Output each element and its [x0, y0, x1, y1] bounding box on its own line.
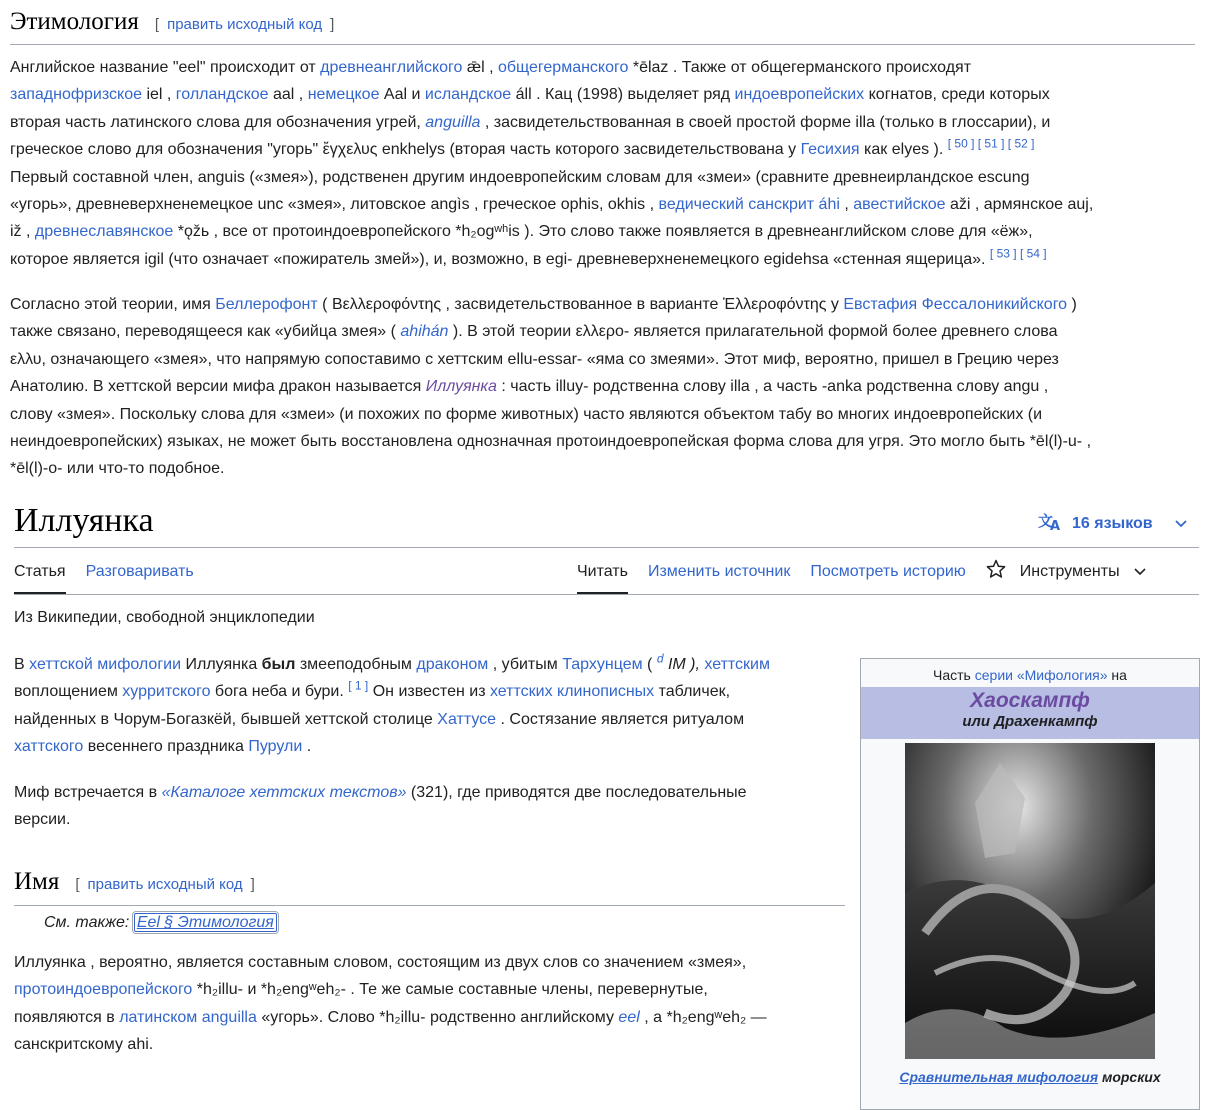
lead-paragraph: В хеттской мифологии Иллуянка был змееподобным драконом , убитым Тархунцем ( $^d$ IM ), хеттским воплощением хурритского бога неба и бури. [ 1 ] Он известен из хеттских клинописных табличек, найденных в Чорум-Богазкёй, бывшей хеттской столице Хаттусе . Состязание является ритуалом хаттского весеннего праздника Пурули .: [14, 651, 770, 756]
etymology-edit-link[interactable]: править исходный код: [167, 16, 323, 33]
tools-menu[interactable]: [1020, 558, 1146, 592]
link-hittite[interactable]: хеттским: [704, 656, 770, 673]
infobox-header: [861, 687, 1199, 739]
link-hesychius[interactable]: Гесихия: [800, 141, 860, 159]
bracket-open: [: [75, 876, 80, 893]
site-subtitle: Из Википедии, свободной энциклопедии: [14, 609, 315, 626]
link-hattic[interactable]: хаттского: [14, 738, 84, 756]
link-dutch[interactable]: голландское: [175, 86, 269, 104]
title-rule: [14, 547, 1199, 548]
infobox-subtitle: или Драхенкампф: [962, 713, 1098, 730]
name-paragraph: Иллуянка , вероятно, является составным словом, состоящим из двух слов со значением «змея», протоиндоевропейского *h₂illu- и *h₂engʷeh₂- . Те же самые составные члены, перевернутые, появляются в латинском anguilla «угорь». Слово *h₂illu- родственно английскому eel , а *h₂engʷeh₂ — санскритскому ahi.: [14, 949, 767, 1059]
name-edit-section: [75, 876, 254, 893]
ref-1[interactable]: [ 1 ]: [348, 679, 369, 694]
second-paragraph: Миф встречается в «Каталоге хеттских текстов» (321), где приводятся две последовательные версии.: [14, 779, 747, 834]
link-hurrian[interactable]: хурритского: [122, 683, 211, 701]
link-mythology-series[interactable]: серии «Мифология»: [974, 667, 1108, 683]
etymology-paragraph-1: Английское название "eel" происходит от древнеанглийского ǣl , общегерманского *ēlaz . Также от общегерманского происходят западнофризское iel , голландское aal , немецкое Aal и исландское áll . Кац (1998) выделяет ряд индоевропейских когнатов, среди которых вторая часть латинского слова для обозначения угрей, anguilla , засвидетельствованная в своей простой форме illa (только в глоссарии), и греческое слово для обозначения "угорь" ἔγχελυς enkhelys (вторая часть которого засвидетельствована у Гесихия как elyes ). [ 50 ] [ 51 ] [ 52 ] Первый составной член, anguis («змея»), родственен другим индоевропейским словам для «змеи» (сравните древнеирландское escung «угорь», древневерхненемецкое unc «змея», литовское angìs , греческое ophis, okhis , ведический санскрит áhi , авестийское aži , армянское auj, iž , древнеславянское *ǫžь , все от протоиндоевропейского *h₂ogʷʰis ). Это слово также появляется в древнеанглийском слове для «ёж», которое является igil (что означает «пожиратель змей»), и, возможно, в egi- древневерхненемецкого egidehsa «стенная ящерица». [ 53 ] [ 54 ]: [10, 59, 1094, 268]
link-anguilla[interactable]: anguilla: [425, 113, 481, 131]
svg-text:A: A: [1050, 519, 1061, 532]
tools-label: Инструменты: [1019, 563, 1120, 580]
link-comparative-mythology[interactable]: Сравнительная мифология: [899, 1069, 1099, 1085]
tab-article[interactable]: Статья: [14, 558, 66, 594]
see-also-label: См. также:: [44, 914, 130, 931]
name-heading-row: [14, 868, 255, 896]
tab-edit-source[interactable]: Изменить источник: [647, 563, 791, 580]
link-old-slavonic[interactable]: древнеславянское: [34, 223, 174, 241]
link-proto-indo-european[interactable]: протоиндоевропейского: [14, 981, 193, 999]
link-tarhunz[interactable]: Тархунцем: [562, 656, 643, 673]
link-catalogue-hittite-texts[interactable]: «Каталоге хеттских текстов»: [161, 784, 407, 801]
link-german[interactable]: немецкое: [307, 86, 380, 104]
etymology-p2-line-3: ελλυ, означающего «змея», что напрямую сопоставимо с хеттским ellu-essar- «яма со змеями». Этот миф, вероятно, пришел в Грецию через: [10, 350, 1059, 368]
second-paragraph-line-2: версии.: [14, 811, 71, 829]
determinative-d: d: [656, 651, 664, 666]
name-line-4: санскритскому ahi.: [14, 1036, 154, 1054]
infobox-title[interactable]: Хаоскампф: [970, 689, 1090, 712]
link-vedic-sanskrit[interactable]: ведический санскрит áhi: [658, 195, 840, 213]
infobox-caption: Сравнительная мифология морских: [899, 1069, 1161, 1085]
link-indo-european[interactable]: индоевропейских: [734, 86, 865, 104]
etymology-p2-line-6: неиндоевропейских) языках, не может быть восстановлена однозначная протоиндоевропейская форма слова для угря. Это могло быть *ēl(l)-u- ,: [10, 432, 1092, 450]
name-edit-link[interactable]: править исходный код: [87, 876, 243, 893]
tabs-rule: [14, 594, 1199, 595]
etymology-heading: Этимология: [10, 8, 139, 35]
svg-text:文: 文: [1038, 512, 1054, 530]
link-icelandic[interactable]: исландское: [424, 86, 512, 104]
chevron-down-icon: [1175, 515, 1187, 533]
etymology-heading-row: [10, 8, 334, 36]
bracket-open: [: [154, 16, 160, 33]
view-tabs: [577, 558, 1166, 594]
bracket-close: ]: [330, 16, 335, 33]
infobox-series: Часть серии «Мифология» на: [933, 667, 1127, 683]
etymology-edit-section: [155, 16, 334, 33]
translate-icon: [1038, 510, 1064, 537]
tab-view-history[interactable]: Посмотреть историю: [810, 563, 966, 580]
tab-talk[interactable]: Разговаривать: [85, 563, 194, 580]
etymology-p2-line-5: слову «змея». Поскольку слова для «змеи» (и похожих по форме животных) часто являются объектом табу во многих индоевропейских (и: [10, 405, 1043, 423]
etymology-paragraph-2: Согласно этой теории, имя Беллерофонт ( Βελλεροφόντης , засвидетельствованное в варианте Ἐλλεροφόντης у Евстафия Фессалоникийского ) также связано, переводящееся как «убийца змея» ( ahihán ). В этой теории ελλερο- является прилагательной формой более древнего слова ελλυ, означающего «змея», что напрямую сопоставимо с хеттским ellu-essar- «яма со змеями». Этот миф, вероятно, пришел в Грецию через Анатолию. В хеттской версии мифа дракон называется Иллуянка : часть illuy- родственна слову illa , а часть -anka родственна слову angu , слову «змея». Поскольку слова для «змеи» (и похожих по форме животных) часто являются объектом табу во многих индоевропейских (и неиндоевропейских) языках, не может быть восстановлена однозначная протоиндоевропейская форма слова для угря. Это могло быть *ēl(l)-u- , *ēl(l)-o- или что-то подобное.: [10, 291, 1091, 483]
namespace-tabs: [14, 558, 214, 594]
link-west-frisian[interactable]: западнофризское: [10, 86, 142, 104]
link-old-english[interactable]: древнеанглийского: [320, 59, 463, 76]
name-heading: Имя: [14, 868, 60, 895]
chevron-down-icon: [1134, 563, 1146, 580]
link-eustathius[interactable]: Евстафия Фессалоникийского: [843, 296, 1068, 313]
link-proto-germanic[interactable]: общегерманского: [497, 59, 629, 76]
bracket-close: ]: [250, 876, 255, 893]
link-eel-etymology[interactable]: Eel § Этимология: [134, 913, 277, 932]
link-puruli[interactable]: Пурули: [248, 738, 303, 756]
link-ahihan[interactable]: ahihán: [400, 323, 449, 341]
name-heading-rule: [14, 905, 845, 906]
refs-53-54[interactable]: [ 53 ] [ 54 ]: [989, 246, 1047, 261]
link-latin-anguilla[interactable]: латинском anguilla: [119, 1008, 257, 1026]
bold-was: был: [261, 656, 296, 673]
etymology-line-5: Первый составной член, anguis («змея»), родственен другим индоевропейским словам для «змеи» (сравните древнеирландское escung: [10, 168, 1030, 186]
link-dragon[interactable]: драконом: [416, 656, 489, 673]
link-hittite-cuneiform[interactable]: хеттских клинописных: [489, 683, 655, 701]
language-count: 16 языков: [1072, 514, 1153, 532]
engraving-image[interactable]: [905, 743, 1155, 1059]
name-line-1: Иллуянка , вероятно, является составным словом, состоящим из двух слов со значением «змея»,: [14, 954, 747, 971]
link-hattusa[interactable]: Хаттусе: [437, 710, 497, 728]
etymology-heading-rule: [10, 44, 1195, 45]
see-also-hatnote: [44, 914, 277, 932]
infobox: [860, 658, 1200, 1110]
etymology-p2-line-7: *ēl(l)-o- или что-то подобное.: [10, 460, 225, 478]
link-bellerophon[interactable]: Беллерофонт: [215, 296, 318, 313]
language-button[interactable]: [1038, 510, 1187, 537]
watch-star-icon[interactable]: [986, 558, 1006, 592]
page-title: Иллуянка: [14, 502, 154, 539]
tab-read[interactable]: Читать: [577, 558, 628, 594]
refs-50-52[interactable]: [ 50 ] [ 51 ] [ 52 ]: [947, 136, 1035, 151]
link-illuyanka[interactable]: Иллуянка: [425, 378, 497, 396]
link-avestan[interactable]: авестийское: [853, 195, 946, 213]
link-hittite-mythology[interactable]: хеттской мифологии: [29, 656, 182, 673]
link-eel[interactable]: eel: [618, 1008, 640, 1026]
